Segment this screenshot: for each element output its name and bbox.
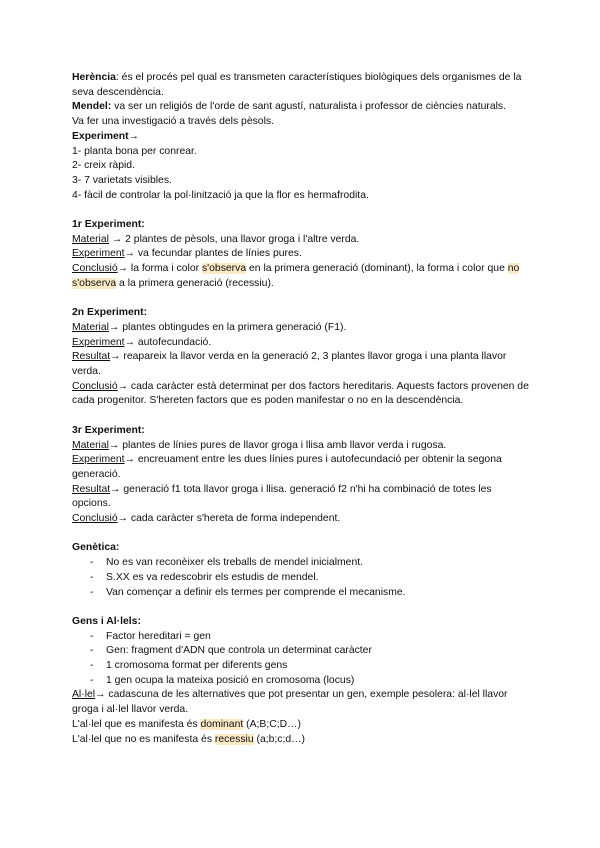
exp2-material — [72, 321, 532, 336]
herencia-definition — [72, 71, 532, 100]
dominant-highlight: dominant — [200, 718, 244, 730]
exp3-experiment-label: Experiment — [72, 454, 125, 466]
exp3-conclusio — [72, 512, 532, 527]
exp3-heading: 3r Experiment: — [72, 424, 145, 436]
exp3-material-text: → plantes de línies pures de llavor groga i llisa amb llavor verda i rugosa. — [108, 439, 447, 451]
intro-item-4: 4- fàcil de controlar la pol·linització ja que la flor es hermafrodita. — [72, 189, 369, 201]
exp1-highlight-observa: s'observa — [201, 263, 247, 275]
herencia-text: : és el procés pel qual es transmeten característiques biològiques dels organismes de la seva descendència. — [72, 72, 522, 98]
genetica-bullet-1-text: No es van reconèixer els treballs de mendel inicialment. — [106, 557, 364, 569]
exp1-conclusio — [72, 262, 532, 291]
intro-item-3: 3- 7 varietats visibles. — [72, 174, 172, 186]
gens-bullet-3-text: 1 cromosoma format per diferents gens — [106, 660, 288, 672]
gens-bullet-4-text: 1 gen ocupa la mateixa posició en cromosoma (locus) — [106, 674, 355, 686]
notes-body — [72, 71, 532, 747]
exp3-conclusio-text: → cada caràcter s'hereta de forma independent. — [117, 513, 341, 525]
intro-item-1: 1- planta bona per conrear. — [72, 145, 197, 157]
exp1-experiment — [72, 247, 532, 262]
recessiu-line — [72, 733, 532, 748]
exp1-conclusio-text-c: a la primera generació (recessiu). — [116, 277, 274, 289]
genetica-bullet-3-text: Van començar a definir els termes per comprende el mecanisme. — [106, 586, 406, 598]
exp2-experiment — [72, 336, 532, 351]
exp1-material-text: → 2 plantes de pèsols, una llavor groga i l'altre verda. — [108, 233, 360, 245]
exp3-material — [72, 439, 532, 454]
exp3-material-label: Material — [72, 439, 109, 451]
genetica-bullet-2: - S.XX es va redescobrir els estudis de mendel. — [90, 571, 319, 583]
exp2-experiment-text: → autofecundació. — [124, 336, 212, 348]
exp2-resultat — [72, 350, 532, 379]
genetica-heading: Genètica: — [72, 542, 120, 554]
allel-text: → cadascuna de les alternatives que pot presentar un gen, exemple pesolera: al·lel llavor groga i al·lel llavor verda. — [72, 689, 508, 716]
gens-bullet-2: - Gen: fragment d'ADN que controla un determinat caràcter — [90, 645, 372, 657]
exp3-experiment-text: → encreuament entre les dues línies pures i autofecundació per obtenir la segona generació. — [72, 454, 502, 480]
exp1-experiment-text: → va fecundar plantes de línies pures. — [124, 248, 302, 260]
exp1-experiment-label: Experiment — [72, 248, 125, 260]
gens-bullet-2-text: Gen: fragment d'ADN que controla un determinat caràcter — [106, 645, 372, 657]
exp2-conclusio — [72, 380, 532, 409]
exp2-conclusio-text: → cada caràcter està determinat per dos factors hereditaris. Aquests factors provenen de cada progenitor. S'hereten factors que es poden manifestar o no en la descendència. — [72, 380, 529, 407]
recessiu-highlight: recessiu — [214, 733, 254, 745]
exp2-experiment-label: Experiment — [72, 336, 125, 348]
mendel-definition — [72, 100, 532, 115]
exp3-resultat-text: → generació f1 tota llavor groga i llisa. generació f2 n'hi ha combinació de totes les opcions. — [72, 483, 492, 510]
exp1-conclusio-label: Conclusió — [72, 263, 118, 275]
mendel-term: Mendel: — [72, 101, 112, 113]
exp1-material-label: Material — [72, 233, 109, 245]
exp2-heading: 2n Experiment: — [72, 307, 148, 319]
dominant-line — [72, 718, 532, 733]
exp2-material-text: → plantes obtingudes en la primera generació (F1). — [108, 321, 347, 333]
exp2-material-label: Material — [72, 321, 109, 333]
exp2-resultat-label: Resultat — [72, 351, 111, 363]
gens-bullet-1: - Factor hereditari = gen — [90, 630, 211, 642]
exp1-highlight-no-observa: no s'observa — [72, 263, 520, 289]
recessiu-text-a: L'al·lel que no es manifesta és — [72, 733, 215, 745]
exp3-conclusio-label: Conclusió — [72, 513, 118, 525]
gens-bullet-1-text: Factor hereditari = gen — [106, 630, 211, 642]
herencia-term: Herència — [72, 72, 116, 83]
dominant-text-a: L'al·lel que es manifesta és — [72, 718, 201, 730]
exp3-experiment — [72, 453, 532, 482]
exp1-conclusio-text-b: en la primera generació (dominant), la forma i color que — [246, 263, 508, 275]
recessiu-text-b: (a;b;c;d…) — [253, 733, 306, 745]
exp3-resultat-label: Resultat — [72, 483, 111, 495]
gens-heading: Gens i Al·lels: — [72, 615, 141, 627]
allel-label: Al·lel — [72, 689, 96, 701]
genetica-bullet-1: - No es van reconèixer els treballs de mendel inicialment. — [90, 557, 364, 569]
exp1-material — [72, 233, 532, 248]
gens-bullet-4: - 1 gen ocupa la mateixa posició en cromosoma (locus) — [90, 674, 355, 686]
exp2-resultat-text: → reapareix la llavor verda en la generació 2, 3 plantes llavor groga i una planta llavor verda. — [72, 351, 507, 378]
experiment-heading: Experiment→ — [72, 130, 139, 142]
exp2-conclusio-label: Conclusió — [72, 380, 118, 392]
genetica-bullet-2-text: S.XX es va redescobrir els estudis de mendel. — [106, 571, 319, 583]
exp1-heading: 1r Experiment: — [72, 219, 145, 231]
dominant-text-b: (A;B;C;D…) — [243, 718, 301, 730]
allel-definition — [72, 688, 532, 717]
gens-bullet-3: - 1 cromosoma format per diferents gens — [90, 660, 288, 672]
investigacio-line: Va fer una investigació a través dels pèsols. — [72, 116, 274, 128]
intro-item-2: 2- creix ràpid. — [72, 160, 135, 172]
exp1-conclusio-text-a: → la forma i color — [117, 263, 202, 275]
mendel-text: va ser un religiós de l'orde de sant agustí, naturalista i professor de ciències naturals. — [111, 101, 506, 113]
exp3-resultat — [72, 483, 532, 512]
genetica-bullet-3: - Van començar a definir els termes per comprende el mecanisme. — [90, 586, 406, 598]
